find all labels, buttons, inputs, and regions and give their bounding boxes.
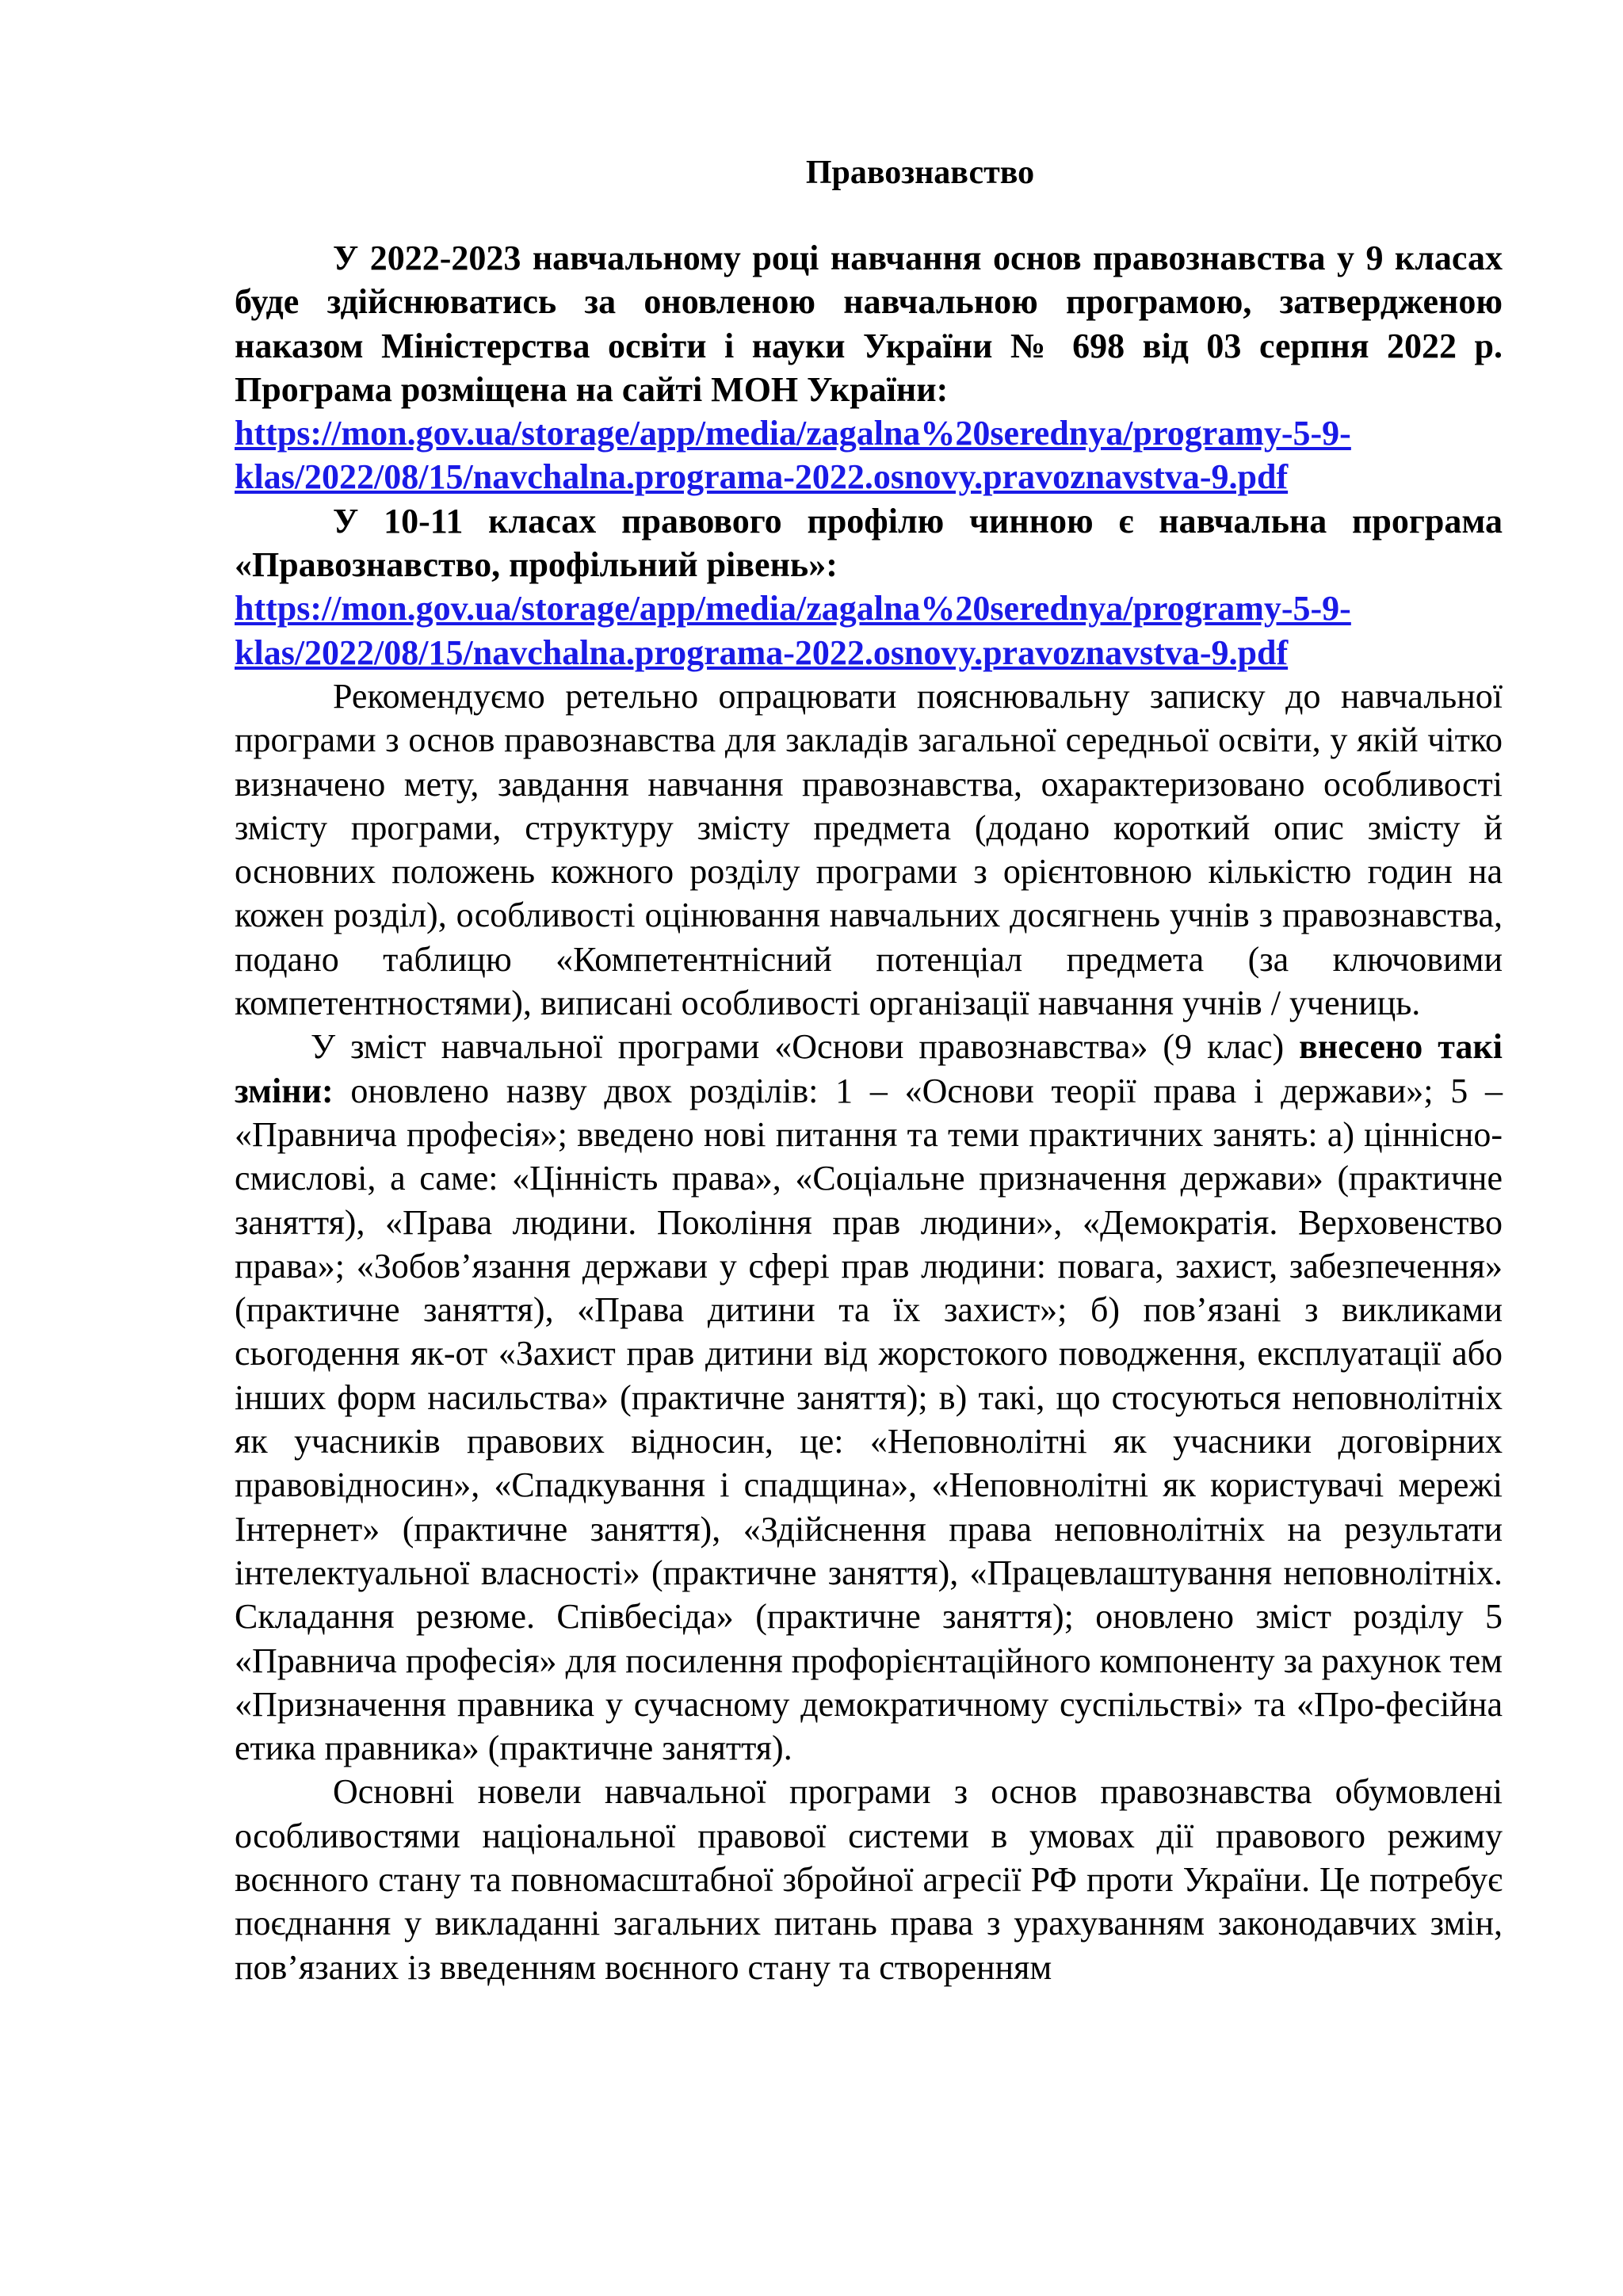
paragraph-program-9-class bbox=[235, 236, 1503, 499]
paragraph-changes bbox=[235, 1025, 1503, 1770]
paragraph-text-rest: оновлено назву двох розділів: 1 – «Основи теорії права і держави»; 5 – «Правнича професія»; введено нові питання та теми практичних занять: а) ціннісно-смислові, а саме: «Цінність права», «Соціальне призначення держави» (практичне заняття), «Права людини. Покоління прав людини», «Демократія. Верховенство права»; «Зобов’язання держави у сфері прав людини: повага, захист, забезпечення» (практичне заняття), «Права дитини та їх захист»; б) пов’язані з викликами сьогодення як-от «Захист прав дитини від жорстокого поводження, експлуатації або інших форм насильства» (практичне заняття); в) такі, що стосуються неповнолітніх як учасників правових відносин, це: «Неповнолітні як учасники договірних правовідносин», «Спадкування і спадщина», «Неповнолітні як користувачі мережі Інтернет» (практичне заняття), «Здійснення права неповнолітніх на результати інтелектуальної власності» (практичне заняття), «Працевлаштування неповнолітніх. Складання резюме. Співбесіда» (практичне заняття); оновлено зміст розділу 5 «Правнича професія» для посилення профорієнтаційного компоненту за рахунок тем «Призначення правника у сучасному демократичному суспільстві» та «Про-фесійна етика правника» (практичне заняття). bbox=[235, 1071, 1503, 1768]
profile-program-link-line-2[interactable]: klas/2022/08/15/navchalna.programa-2022.osnovy.pravoznavstva-9.pdf bbox=[235, 632, 1289, 672]
program-link-line-2[interactable]: klas/2022/08/15/navchalna.programa-2022.osnovy.pravoznavstva-9.pdf bbox=[235, 457, 1289, 497]
document-title: Правознавство bbox=[805, 155, 1035, 191]
profile-program-link-line-1[interactable]: https://mon.gov.ua/storage/app/media/zagalna%20serednya/programy-5-9- bbox=[235, 589, 1351, 628]
paragraph-text-start: У зміст навчальної програми «Основи правознавства» (9 клас) bbox=[311, 1027, 1300, 1067]
paragraph-recommendation: Рекомендуємо ретельно опрацювати пояснювальну записку до навчальної програми з основ правознавства для закладів загальної середньої освіти, у якій чітко визначено мету, завдання навчання правознавства, охарактеризовано особливості змісту програми, структуру змісту предмета (додано короткий опис змісту й основних положень кожного розділу програми з орієнтовною кількістю годин на кожен розділ), особливості оцінювання навчальних досягнень учнів з правознавства, подано таблицю «Компетентнісний потенціал предмета (за ключовими компетентностями), виписані особливості організації навчання учнів / учениць. bbox=[235, 676, 1503, 1023]
paragraph-program-10-11-class bbox=[235, 499, 1503, 674]
document-body bbox=[235, 151, 1503, 1989]
paragraph-text-bold: внесено такі зміни: bbox=[235, 1027, 1503, 1110]
paragraph-text: У 10-11 класах правового профілю чинною є навчальна програма «Правознавство, профільний рівень»: bbox=[235, 501, 1503, 585]
program-link-line-1[interactable]: https://mon.gov.ua/storage/app/media/zagalna%20serednya/programy-5-9- bbox=[235, 414, 1351, 453]
paragraph-novelties: Основні новели навчальної програми з основ правознавства обумовлені особливостями національної правової системи в умовах дії правового режиму воєнного стану та повномасштабної збройної агресії РФ проти України. Це потребує поєднання у викладанні загальних питань права з урахуванням законодавчих змін, пов’язаних із введенням воєнного стану та створенням bbox=[235, 1772, 1503, 1987]
paragraph-text: У 2022-2023 навчальному році навчання основ правознавства у 9 класах буде здійснюватись за оновленою навчальною програмою, затвердженою наказом Міністерства освіти і науки України № 698 від 03 серпня 2022 р. Програма розміщена на сайті МОН України: bbox=[235, 239, 1503, 409]
